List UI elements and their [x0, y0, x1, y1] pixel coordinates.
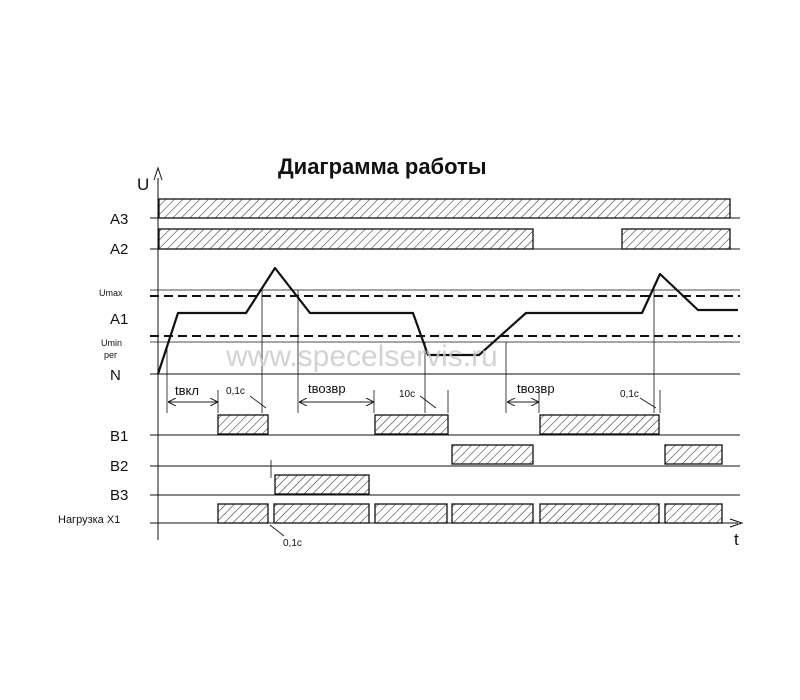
load-bar-4 [452, 504, 533, 523]
row-label-b1: B1 [110, 428, 129, 445]
a3-bar [159, 199, 730, 218]
a2-bar-2 [622, 229, 730, 249]
y-axis-label: U [137, 175, 150, 194]
load-bar-5 [540, 504, 659, 523]
row-label-rer: рег [104, 350, 118, 360]
annotation-treturn-2: tвозвр [517, 381, 555, 396]
row-label-b3: B3 [110, 487, 129, 504]
b2-bar-2 [665, 445, 722, 464]
b3-bar-1 [275, 475, 369, 494]
row-label-b2: B2 [110, 458, 129, 475]
row-label-load: Нагрузка X1 [58, 514, 121, 526]
row-label-n: N [110, 367, 121, 384]
leader-delay-3 [270, 525, 284, 536]
row-label-umax: Umax [99, 288, 123, 298]
row-label-a1: A1 [110, 311, 129, 328]
annotation-10s: 10c [399, 389, 416, 400]
b1-bar-1 [218, 415, 268, 434]
load-bar-1 [218, 504, 268, 523]
row-label-a2: A2 [110, 241, 129, 258]
annotation-treturn-1: tвозвр [308, 381, 346, 396]
annotation-tvkl: tвкл [175, 383, 199, 398]
row-label-a3: A3 [110, 211, 129, 228]
watermark: www.specelservis.ru [226, 340, 498, 373]
b2-bar-1 [452, 445, 533, 464]
leader-delay-1 [250, 396, 266, 408]
x-axis-label: t [734, 530, 739, 549]
b1-bar-2 [375, 415, 448, 434]
annotation-delay-2: 0,1c [620, 389, 639, 400]
load-bar-3 [375, 504, 447, 523]
leader-10s [420, 396, 436, 408]
a2-bar-1 [159, 229, 533, 249]
diagram-title: Диаграмма работы [278, 154, 487, 179]
load-bar-6 [665, 504, 722, 523]
row-label-umin: Umin [101, 338, 123, 348]
annotation-delay-3: 0,1c [283, 538, 302, 549]
load-bar-2 [274, 504, 369, 523]
b1-bar-3 [540, 415, 659, 434]
annotation-delay-1: 0,1c [226, 386, 245, 397]
